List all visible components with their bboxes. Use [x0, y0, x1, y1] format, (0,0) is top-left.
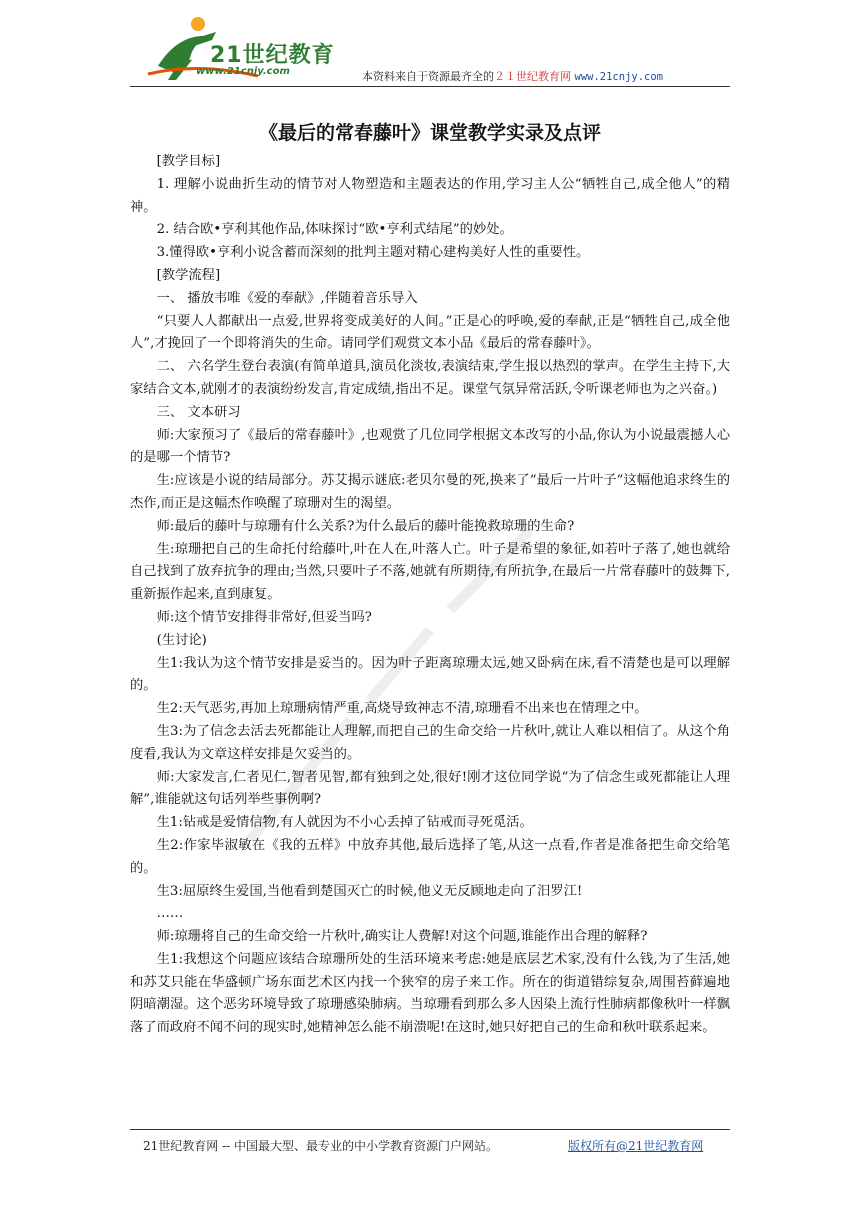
paragraph: 生2:作家毕淑敏在《我的五样》中放弃其他,最后选择了笔,从这一点看,作者是准备把生命交给笔的。 [130, 837, 730, 876]
paragraph: 三、 文本研习 [156, 404, 241, 420]
header-divider [130, 86, 730, 87]
paragraph: [教学目标] [156, 154, 221, 169]
logo-url: www.21cnjy.com [196, 66, 290, 77]
paragraph: 生3:屈原终生爱国,当他看到楚国灭亡的时候,他义无反顾地走向了汨罗江! [156, 883, 583, 899]
header-url-link[interactable]: www.21cnjy.com [574, 71, 664, 83]
paragraph: 生:应该是小说的结局部分。苏艾揭示谜底:老贝尔曼的死,换来了“最后一片叶子”这幅他追求终生的杰作,而正是这幅杰作唤醒了琼珊对生的渴望。 [130, 473, 730, 511]
paragraph: (生讨论) [156, 632, 207, 648]
paragraph: 1. 理解小说曲折生动的情节对人物塑造和主题表达的作用,学习主人公“牺牲自己,成全他人”的精神。 [130, 176, 730, 215]
footer-divider [130, 1129, 730, 1130]
paragraph: 生2:天气恶劣,再加上琼珊病情严重,高烧导致神志不清,琼珊看不出来也在情理之中。 [156, 701, 648, 717]
footer-text: 21世纪教育网 -- 中国最大型、最专业的中小学教育资源门户网站。 [143, 1139, 499, 1153]
paragraph: “只要人人都献出一点爱,世界将变成美好的人间。”正是心的呼唤,爱的奉献,正是“牺牲自己,成全他人”,才挽回了一个即将消失的生命。请同学们观赏文本小品《最后的常春藤叶》。 [130, 313, 730, 352]
header-site-link[interactable]: ２１世纪教育网 [494, 70, 571, 83]
paragraph: …… [156, 906, 184, 922]
header-note [362, 68, 663, 84]
footer-copyright-link[interactable]: 版权所有@21世纪教育网 [568, 1139, 704, 1153]
paragraph: 生1:我认为这个情节安排是妥当的。因为叶子距离琼珊太远,她又卧病在床,看不清楚也是可以理解的。 [130, 655, 730, 694]
paragraph: 师:这个情节安排得非常好,但妥当吗? [156, 609, 372, 625]
paragraph: 二、 六名学生登台表演(有简单道具,演员化淡妆,表演结束,学生报以热烈的掌声。在学生主持下,大家结合文本,就刚才的表演纷纷发言,肯定成绩,指出不足。课堂气氛异常活跃,令听课老师也为之兴奋。) [130, 359, 730, 397]
paragraph: 一、 播放韦唯《爱的奉献》,伴随着音乐导入 [156, 290, 418, 306]
document-body [130, 151, 730, 1040]
paragraph: 2. 结合欧•亨利其他作品,体味探讨“欧•亨利式结尾”的妙处。 [156, 222, 513, 238]
document-title: 《最后的常春藤叶》课堂教学实录及点评 [258, 122, 601, 144]
header-note-prefix: 本资料来自于资源最齐全的 [362, 70, 494, 83]
paragraph: 师:大家发言,仁者见仁,智者见智,都有独到之处,很好!刚才这位同学说“为了信念生或死都能让人理解”,谁能就这句话列举些事例啊? [130, 769, 730, 808]
paragraph: 师:最后的藤叶与琼珊有什么关系?为什么最后的藤叶能挽救琼珊的生命? [156, 518, 575, 534]
logo-text: 21世纪教育 [210, 43, 335, 68]
paragraph: 师:大家预习了《最后的常春藤叶》,也观赏了几位同学根据文本改写的小品,你认为小说最震撼人心的是哪一个情节? [130, 427, 730, 466]
paragraph: 生3:为了信念去活去死都能让人理解,而把自己的生命交给一片秋叶,就让人难以相信了。从这个角度看,我认为文章这样安排是欠妥当的。 [130, 723, 730, 762]
paragraph: [教学流程] [156, 267, 221, 283]
paragraph: 生:琼珊把自己的生命托付给藤叶,叶在人在,叶落人亡。叶子是希望的象征,如若叶子落了,她也就给自己找到了放弃抗争的理由;当然,只要叶子不落,她就有所期待,有所抗争,在最后一片常春藤叶的鼓舞下,重新振作起来,直到康复。 [130, 541, 730, 603]
paragraph: 3.懂得欧•亨利小说含蓄而深刻的批判主题对精心建构美好人性的重要性。 [156, 245, 590, 261]
page-header [0, 0, 860, 92]
paragraph: 生1:我想这个问题应该结合琼珊所处的生活环境来考虑:她是底层艺术家,没有什么钱,为了生活,她和苏艾只能在华盛顿广场东面艺术区内找一个狭窄的房子来工作。所在的街道错综复杂,周围苔藓遍地阴暗潮湿。这个恶劣环境导致了琼珊感染肺病。当琼珊看到那么多人因染上流行性肺病都像秋叶一样飘落了而政府不闻不问的现实时,她精神怎么能不崩溃呢!在这时,她只好把自己的生命和秋叶联系起来。 [130, 951, 730, 1036]
paragraph: 生1:钻戒是爱情信物,有人就因为不小心丢掉了钻戒而寻死觅活。 [156, 815, 533, 831]
paragraph: 师:琼珊将自己的生命交给一片秋叶,确实让人费解!对这个问题,谁能作出合理的解释? [156, 929, 648, 945]
